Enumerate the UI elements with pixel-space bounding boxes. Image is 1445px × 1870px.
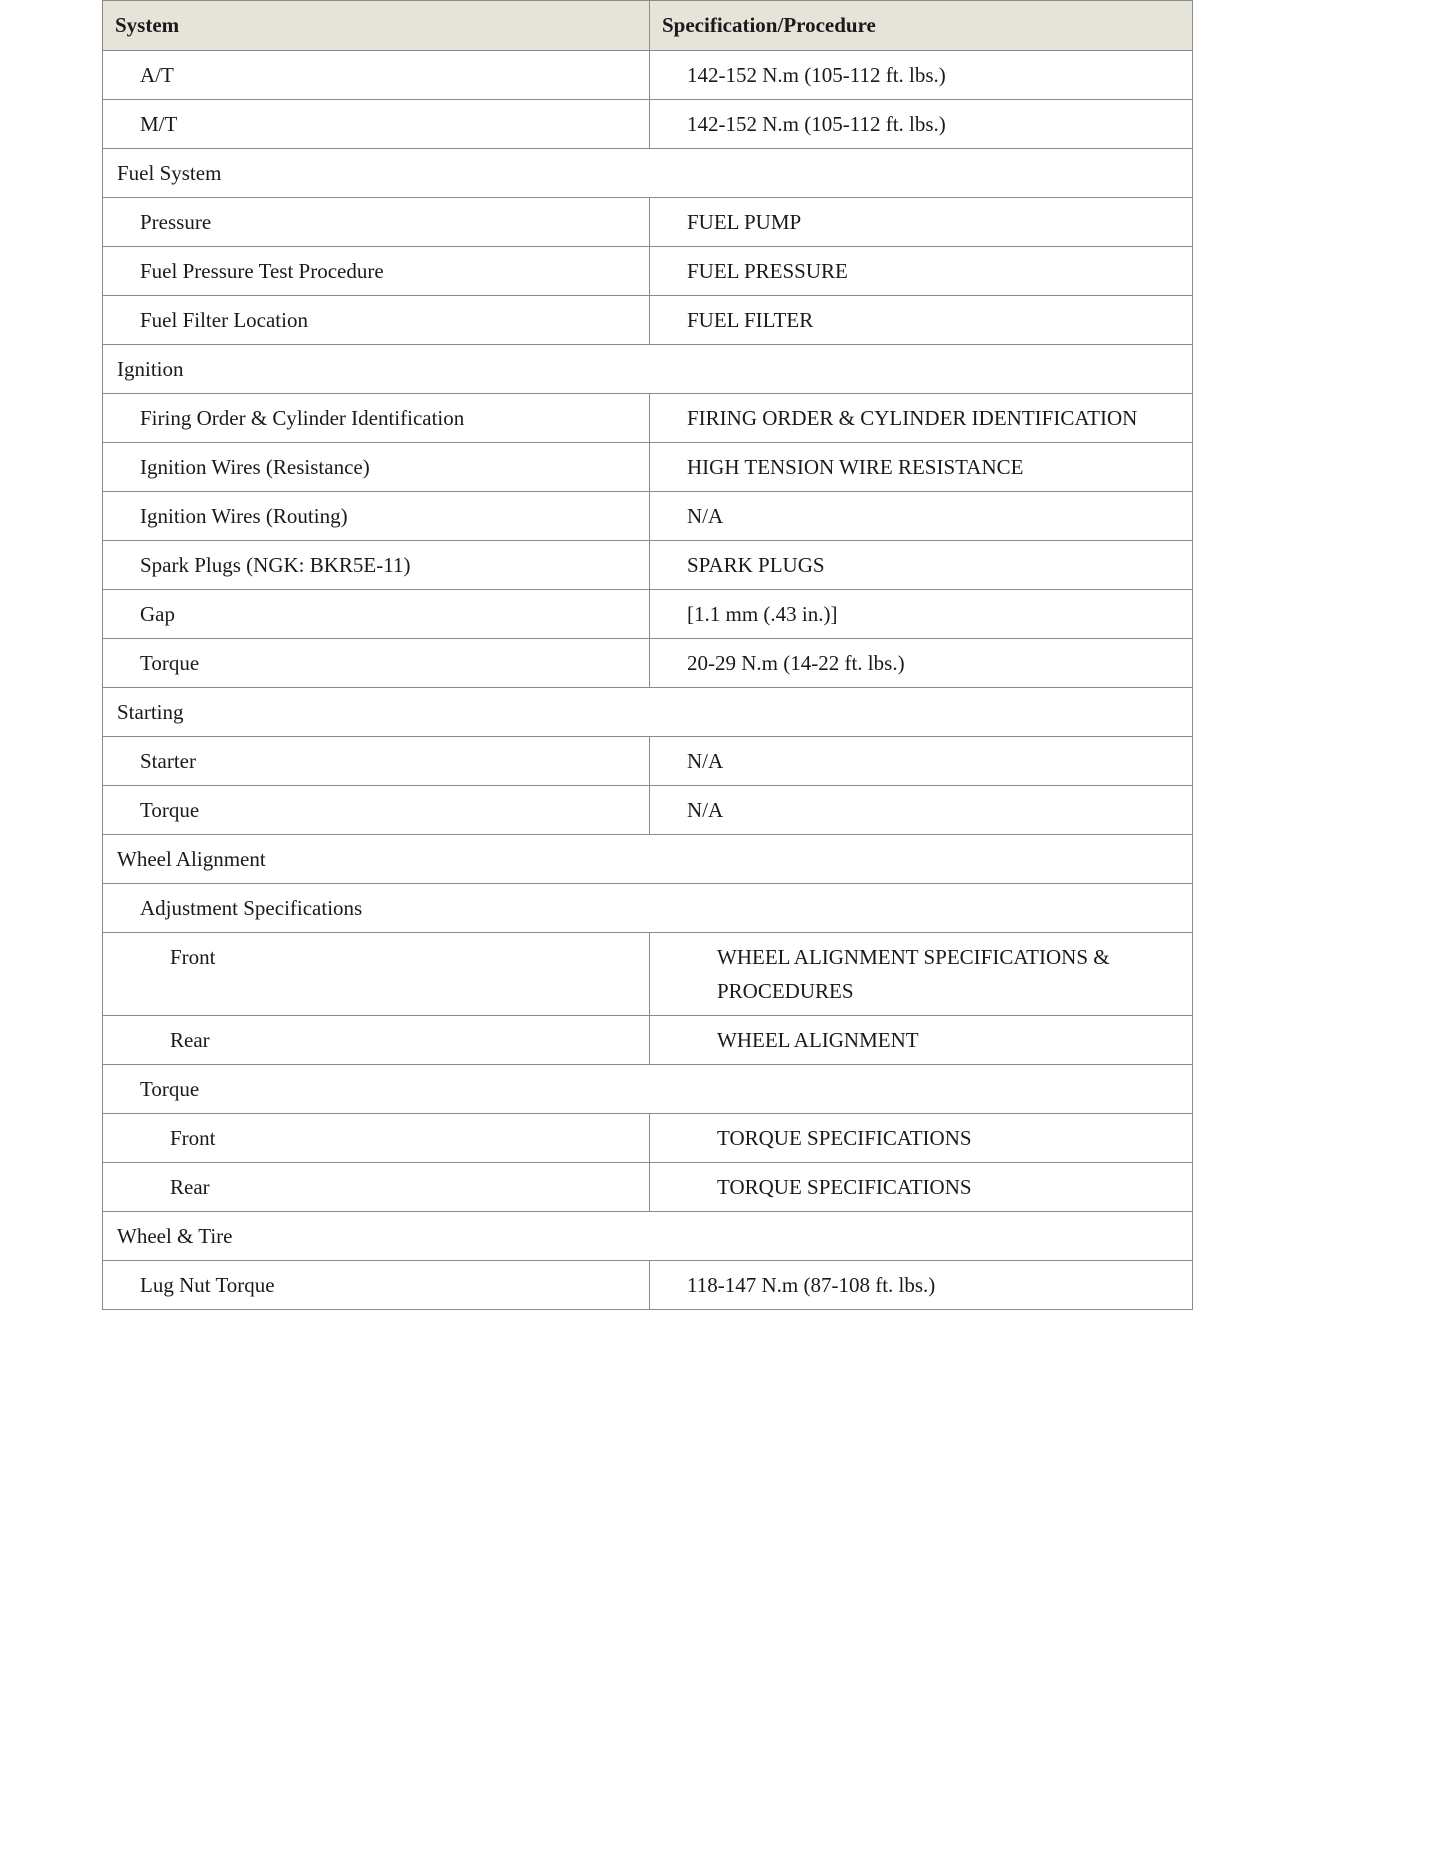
- table-row: [103, 1163, 1193, 1212]
- table-body: [103, 51, 1193, 1310]
- table-row: [103, 492, 1193, 541]
- system-cell: Rear: [103, 1016, 650, 1065]
- specification-cell: TORQUE SPECIFICATIONS: [650, 1114, 1193, 1163]
- system-cell: Ignition Wires (Resistance): [103, 443, 650, 492]
- specification-cell: N/A: [650, 492, 1193, 541]
- system-cell: A/T: [103, 51, 650, 100]
- specification-cell: HIGH TENSION WIRE RESISTANCE: [650, 443, 1193, 492]
- specification-cell: 142-152 N.m (105-112 ft. lbs.): [650, 51, 1193, 100]
- table-row-section: [103, 1212, 1193, 1261]
- system-cell: Rear: [103, 1163, 650, 1212]
- specification-cell: N/A: [650, 737, 1193, 786]
- section-label: Torque: [103, 1065, 1193, 1114]
- section-label: Ignition: [103, 345, 1193, 394]
- header-system: System: [103, 1, 650, 51]
- specification-table: [102, 0, 1193, 1310]
- system-cell: Fuel Filter Location: [103, 296, 650, 345]
- specification-cell: N/A: [650, 786, 1193, 835]
- table-row: [103, 639, 1193, 688]
- specification-cell: FUEL PUMP: [650, 198, 1193, 247]
- table-row: [103, 100, 1193, 149]
- section-label: Starting: [103, 688, 1193, 737]
- system-cell: Torque: [103, 639, 650, 688]
- table-row-section: [103, 1065, 1193, 1114]
- system-cell: Fuel Pressure Test Procedure: [103, 247, 650, 296]
- table-row: [103, 933, 1193, 1016]
- specification-cell: TORQUE SPECIFICATIONS: [650, 1163, 1193, 1212]
- header-row: [103, 1, 1193, 51]
- system-cell: M/T: [103, 100, 650, 149]
- table-row-section: [103, 345, 1193, 394]
- table-row: [103, 786, 1193, 835]
- table-row: [103, 443, 1193, 492]
- table-row-section: [103, 835, 1193, 884]
- section-label: Adjustment Specifications: [103, 884, 1193, 933]
- table-row: [103, 247, 1193, 296]
- system-cell: Front: [103, 1114, 650, 1163]
- specification-cell: 142-152 N.m (105-112 ft. lbs.): [650, 100, 1193, 149]
- system-cell: Pressure: [103, 198, 650, 247]
- table-row: [103, 1261, 1193, 1310]
- section-label: Fuel System: [103, 149, 1193, 198]
- specification-cell: FIRING ORDER & CYLINDER IDENTIFICATION: [650, 394, 1193, 443]
- specification-cell: WHEEL ALIGNMENT: [650, 1016, 1193, 1065]
- header-specification: Specification/Procedure: [650, 1, 1193, 51]
- table-row: [103, 198, 1193, 247]
- table-row: [103, 737, 1193, 786]
- specification-cell: 118-147 N.m (87-108 ft. lbs.): [650, 1261, 1193, 1310]
- section-label: Wheel Alignment: [103, 835, 1193, 884]
- table-row: [103, 51, 1193, 100]
- specification-cell: FUEL PRESSURE: [650, 247, 1193, 296]
- table-row: [103, 296, 1193, 345]
- table-row-section: [103, 688, 1193, 737]
- system-cell: Lug Nut Torque: [103, 1261, 650, 1310]
- table-row: [103, 590, 1193, 639]
- specification-cell: 20-29 N.m (14-22 ft. lbs.): [650, 639, 1193, 688]
- system-cell: Torque: [103, 786, 650, 835]
- table-row: [103, 541, 1193, 590]
- system-cell: Gap: [103, 590, 650, 639]
- system-cell: Starter: [103, 737, 650, 786]
- specification-cell: WHEEL ALIGNMENT SPECIFICATIONS & PROCEDURES: [650, 933, 1193, 1016]
- table-row-section: [103, 884, 1193, 933]
- table-row: [103, 394, 1193, 443]
- system-cell: Spark Plugs (NGK: BKR5E-11): [103, 541, 650, 590]
- section-label: Wheel & Tire: [103, 1212, 1193, 1261]
- table-row: [103, 1114, 1193, 1163]
- system-cell: Ignition Wires (Routing): [103, 492, 650, 541]
- specification-cell: [1.1 mm (.43 in.)]: [650, 590, 1193, 639]
- system-cell: Front: [103, 933, 650, 1016]
- system-cell: Firing Order & Cylinder Identification: [103, 394, 650, 443]
- table-row-section: [103, 149, 1193, 198]
- table-row: [103, 1016, 1193, 1065]
- specification-cell: SPARK PLUGS: [650, 541, 1193, 590]
- table-header: [103, 1, 1193, 51]
- specification-cell: FUEL FILTER: [650, 296, 1193, 345]
